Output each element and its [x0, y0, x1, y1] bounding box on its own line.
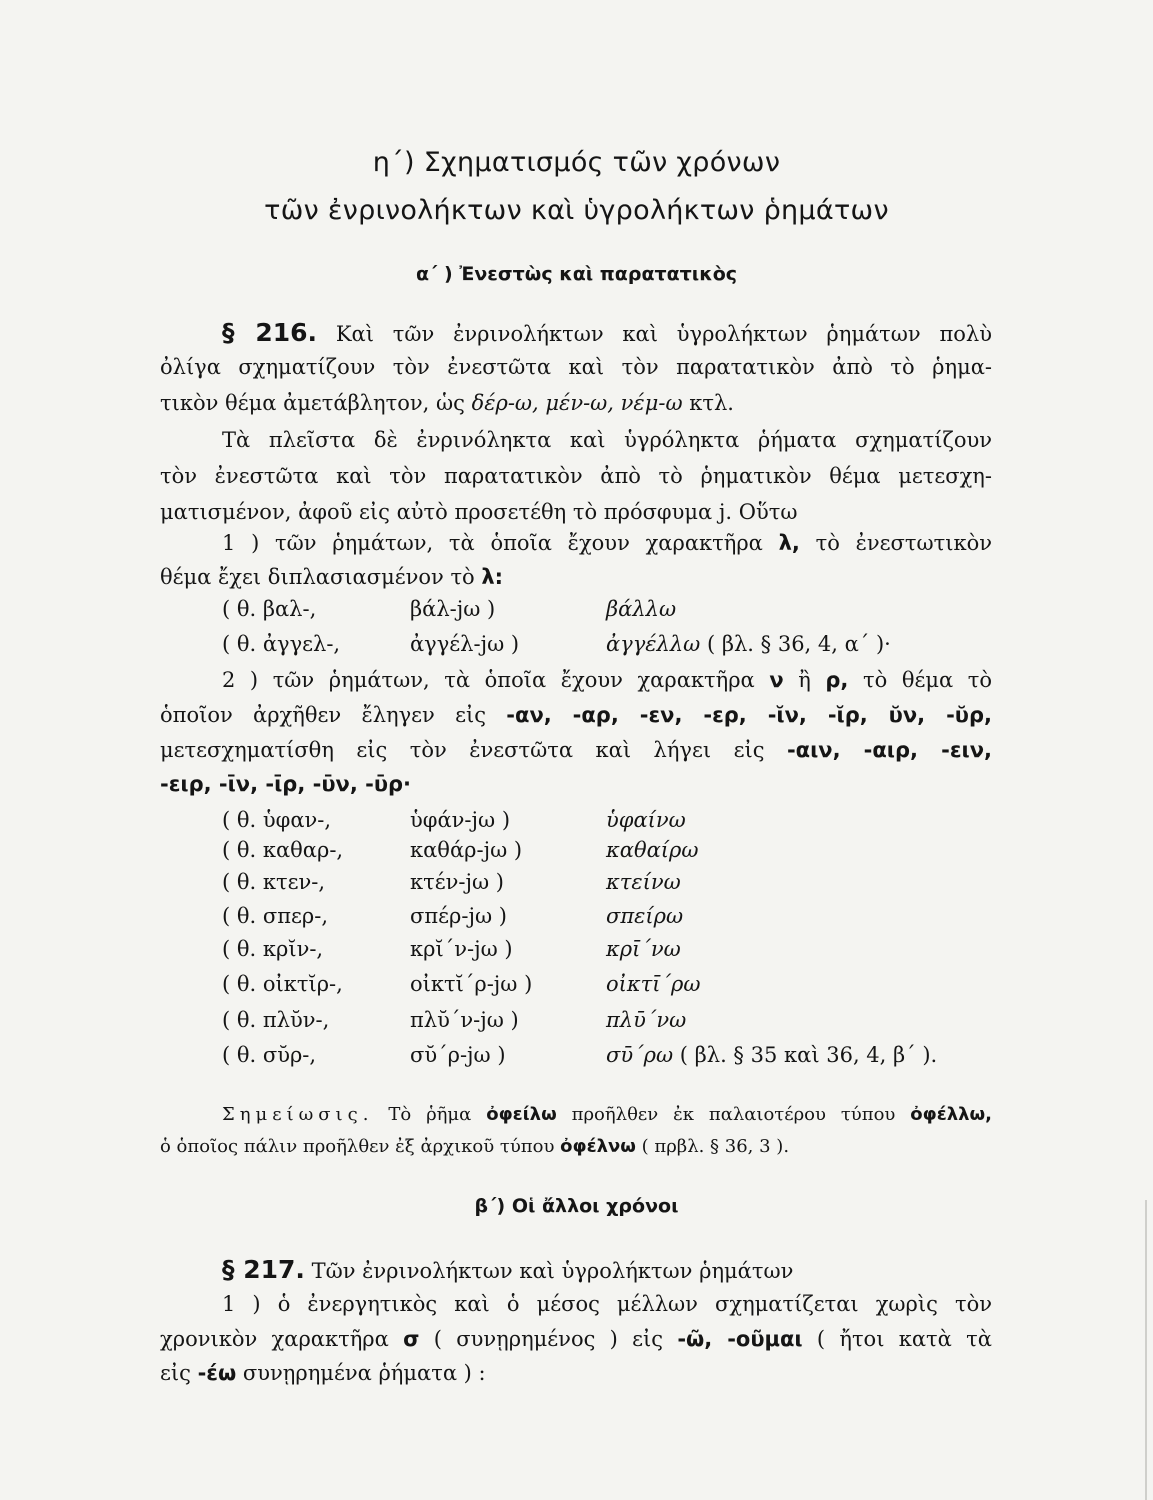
example-theme: ( θ. βαλ-,	[222, 597, 317, 621]
example-form: κτέν-jω )	[410, 870, 504, 894]
item-2-line-1: 2 ) τῶν ῥημάτων, τὰ ὁποῖα ἔχουν χαρακτῆρα ν ἢ ρ, τὸ θέμα τὸ	[222, 668, 992, 692]
example-form: βάλ-jω )	[410, 597, 496, 621]
example-form: ἀγγέλ-jω )	[410, 632, 520, 656]
section-number-217: § 217.	[222, 1255, 305, 1284]
paragraph-217-line-1: § 217. Τῶν ἐνρινολήκτων καὶ ὑγρολήκτων ῥημάτων	[222, 1255, 794, 1284]
example-result-with-ref: σῡ΄ρω ( βλ. § 35 καὶ 36, 4, β΄ ).	[606, 1043, 938, 1067]
example-theme: ( θ. οἰκτῐρ-,	[222, 972, 343, 996]
paragraph-2-line-2: τὸν ἐνεστῶτα καὶ τὸν παρατατικὸν ἀπὸ τὸ ῥηματικὸν θέμα μετεσχη-	[160, 464, 992, 488]
paragraph-216-line-2: ὀλίγα σχηματίζουν τὸν ἐνεστῶτα καὶ τὸν παρατατικὸν ἀπὸ τὸ ῥημα-	[160, 355, 992, 379]
example-theme: ( θ. κτεν-,	[222, 870, 326, 894]
example-theme: ( θ. πλῠν-,	[222, 1008, 330, 1032]
paragraph-2-line-1: Τὰ πλεῖστα δὲ ἐνρινόληκτα καὶ ὑγρόληκτα ῥήματα σχηματίζουν	[222, 428, 992, 452]
paragraph-217-line-2: 1 ) ὁ ἐνεργητικὸς καὶ ὁ μέσος μέλλων σχηματίζεται χωρὶς τὸν	[222, 1292, 992, 1316]
example-form: ὑφάν-jω )	[410, 808, 511, 832]
example-result-with-ref: ἀγγέλλω ( βλ. § 36, 4, α΄ )·	[606, 632, 891, 656]
example-result: ὑφαίνω	[606, 808, 686, 832]
example-form: κρῐ΄ν-jω )	[410, 937, 513, 961]
example-form: καθάρ-jω )	[410, 838, 523, 862]
note-line-1: Σημείωσις. Τὸ ῥῆμα ὀφείλω προῆλθεν ἐκ παλαιοτέρου τύπου ὀφέλλω,	[222, 1104, 992, 1125]
item-1-line-1: 1 ) τῶν ῥημάτων, τὰ ὁποῖα ἔχουν χαρακτῆρα λ, τὸ ἐνεστωτικὸν	[222, 531, 992, 555]
example-result: πλῡ΄νω	[606, 1008, 687, 1032]
page-edge-shadow	[1145, 1200, 1147, 1500]
example-result: κρῑ΄νω	[606, 937, 681, 961]
example-theme: ( θ. ἀγγελ-,	[222, 632, 341, 656]
item-2-line-4: -ειρ, -ῑν, -ῑρ, -ῡν, -ῡρ·	[160, 772, 412, 796]
example-theme: ( θ. ὑφαν-,	[222, 808, 332, 832]
section-b-title: β΄) Οἱ ἄλλοι χρόνοι	[474, 1195, 679, 1217]
item-2-line-2: ὁποῖον ἀρχῆθεν ἔληγεν εἰς -αν, -αρ, -εν, -ερ, -ῐν, -ῐρ, ῠν, -ῠρ,	[160, 703, 992, 727]
example-form: οἰκτῐ΄ρ-jω )	[410, 972, 533, 996]
example-form: πλῠ΄ν-jω )	[410, 1008, 519, 1032]
section-a-title: α΄ ) Ἐνεστὼς καὶ παρατατικὸς	[415, 263, 738, 285]
paragraph-217-line-3: χρονικὸν χαρακτῆρα σ ( συνῃρημένος ) εἰς -ῶ, -οῦμαι ( ἤτοι κατὰ τὰ	[160, 1327, 992, 1351]
paragraph-217-line-4: εἰς -έω συνῃρημένα ῥήματα ) :	[160, 1361, 486, 1385]
section-number-216: § 216.	[222, 318, 318, 347]
example-result: βάλλω	[606, 597, 677, 621]
example-result: οἰκτῑ΄ρω	[606, 972, 701, 996]
example-form: σπέρ-jω )	[410, 904, 507, 928]
heading-line-2: τῶν ἐνρινολήκτων καὶ ὑγρολήκτων ῥημάτων	[264, 195, 889, 226]
item-2-line-3: μετεσχηματίσθη εἰς τὸν ἐνεστῶτα καὶ λήγει εἰς -αιν, -αιρ, -ειν,	[160, 738, 992, 762]
example-theme: ( θ. κρῐν-,	[222, 937, 324, 961]
example-result: κτείνω	[606, 870, 681, 894]
paragraph-2-line-3: ματισμένον, ἀφοῦ εἰς αὐτὸ προσετέθη τὸ πρόσφυμα j. Οὕτω	[160, 500, 798, 524]
paragraph-216-line-1: § 216. Καὶ τῶν ἐνρινολήκτων καὶ ὑγρολήκτων ῥημάτων πολὺ	[222, 318, 992, 347]
paragraph-216-line-3: τικὸν θέμα ἀμετάβλητον, ὡς δέρ-ω, μέν-ω, νέμ-ω κτλ.	[160, 391, 734, 415]
example-result: καθαίρω	[606, 838, 699, 862]
item-1-line-2: θέμα ἔχει διπλασιασμένον τὸ λ:	[160, 565, 504, 589]
note-label: Σημείωσις.	[222, 1104, 374, 1125]
example-theme: ( θ. καθαρ-,	[222, 838, 344, 862]
note-line-2: ὁ ὁποῖος πάλιν προῆλθεν ἐξ ἀρχικοῦ τύπου ὀφέλνω ( πρβλ. § 36, 3 ).	[160, 1136, 790, 1157]
example-theme: ( θ. σπερ-,	[222, 904, 328, 928]
example-form: σῠ΄ρ-jω )	[410, 1043, 506, 1067]
example-result: σπείρω	[606, 904, 684, 928]
example-theme: ( θ. σῠρ-,	[222, 1043, 317, 1067]
heading-line-1: η΄) Σχηματισμός τῶν χρόνων	[372, 147, 781, 178]
